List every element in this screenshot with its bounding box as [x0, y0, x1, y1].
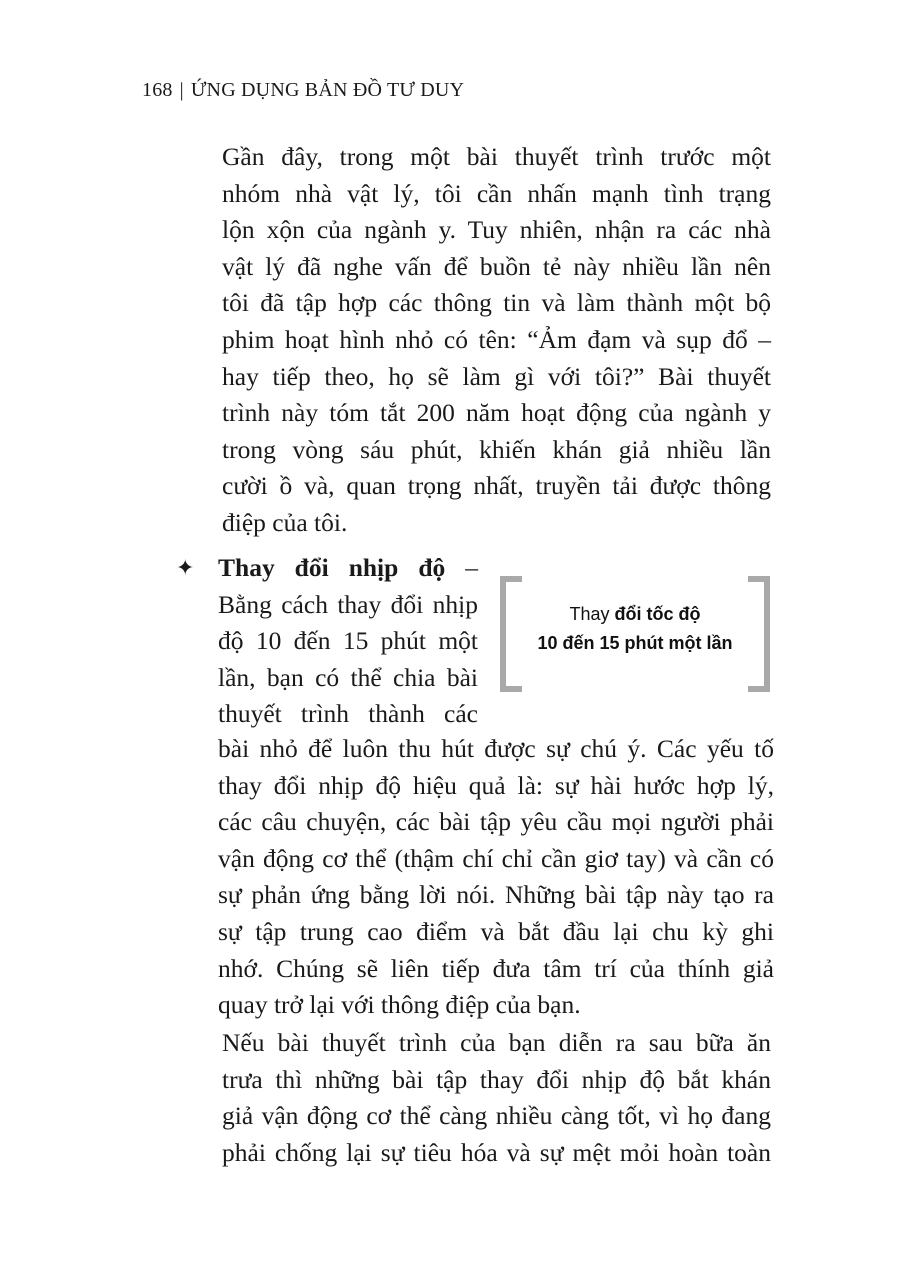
text-line: thuyết trình thành các [218, 699, 478, 729]
callout-line-2: 10 đến 15 phút một lần [537, 633, 733, 653]
text-line: lần, bạn có thể chia bài [218, 662, 478, 692]
paragraph-pace-elements [218, 731, 774, 1024]
text-line: nhớ. Chúng sẽ liên tiếp đưa tâm trí của thính giả [218, 953, 774, 983]
paragraph-physicists-presentation [222, 139, 771, 542]
bullet-star-icon: ✦ [176, 556, 195, 581]
text-line: trình này tóm tắt 200 năm hoạt động của ngành y [222, 398, 771, 428]
text-line: lộn xộn của ngành y. Tuy nhiên, nhận ra các nhà [222, 215, 771, 245]
text-line: tôi đã tập hợp các thông tin và làm thành một bộ [222, 288, 771, 318]
page-number: 168 [142, 79, 173, 101]
paragraph-after-lunch [222, 1025, 771, 1171]
callout-text [500, 600, 770, 658]
text-line: độ 10 đến 15 phút một [218, 626, 478, 656]
text-line: giả vận động cơ thể càng nhiều càng tốt, vì họ đang [222, 1101, 771, 1131]
callout-bold: đổi tốc độ [614, 604, 701, 624]
text-line: nhóm nhà vật lý, tôi cần nhấn mạnh tình trạng [222, 178, 771, 208]
text-line: trong vòng sáu phút, khiến khán giả nhiều lần [222, 434, 771, 464]
callout-plain: Thay [569, 604, 615, 624]
text-line: vận động cơ thể (thậm chí chỉ cần giơ tay) và cần có [218, 843, 774, 873]
text-line: bài nhỏ để luôn thu hút được sự chú ý. Các yếu tố [218, 734, 774, 763]
text-line: vật lý đã nghe vấn để buồn tẻ này nhiều lần nên [222, 251, 771, 281]
bullet-item-pace-change [218, 550, 478, 733]
callout-box [500, 576, 770, 694]
text-line: cười ồ và, quan trọng nhất, truyền tải được thông [222, 471, 771, 501]
text-line: hay tiếp theo, họ sẽ làm gì với tôi?” Bài thuyết [222, 361, 771, 391]
bullet-title: Thay đổi nhịp độ [218, 553, 446, 582]
text-line: điệp của tôi. [222, 507, 348, 537]
bullet-dash: – [465, 553, 478, 582]
text-line: Nếu bài thuyết trình của bạn diễn ra sau bữa ăn [222, 1028, 771, 1057]
text-line: thay đổi nhịp độ hiệu quả là: sự hài hước hợp lý, [218, 770, 774, 800]
text-line: Gần đây, trong một bài thuyết trình trước một [222, 142, 771, 171]
text-line: trưa thì những bài tập thay đổi nhịp độ bắt khán [222, 1064, 771, 1094]
running-title: ỨNG DỤNG BẢN ĐỒ TƯ DUY [190, 79, 465, 101]
text-line: sự phản ứng bằng lời nói. Những bài tập này tạo ra [218, 880, 774, 910]
callout-line-1 [500, 600, 770, 629]
text-line: các câu chuyện, các bài tập yêu cầu mọi người phải [218, 807, 774, 837]
text-line: sự tập trung cao điểm và bắt đầu lại chu kỳ ghi [218, 916, 774, 946]
text-line: phải chống lại sự tiêu hóa và sự mệt mỏi hoàn toàn [222, 1137, 771, 1167]
header-separator: | [179, 79, 184, 101]
bullet-heading-line [218, 550, 478, 587]
text-line: phim hoạt hình nhỏ có tên: “Ảm đạm và sụp đổ – [222, 324, 771, 354]
running-header [142, 79, 464, 102]
text-line: quay trở lại với thông điệp của bạn. [218, 990, 581, 1020]
text-line: Bằng cách thay đổi nhịp [218, 589, 478, 619]
